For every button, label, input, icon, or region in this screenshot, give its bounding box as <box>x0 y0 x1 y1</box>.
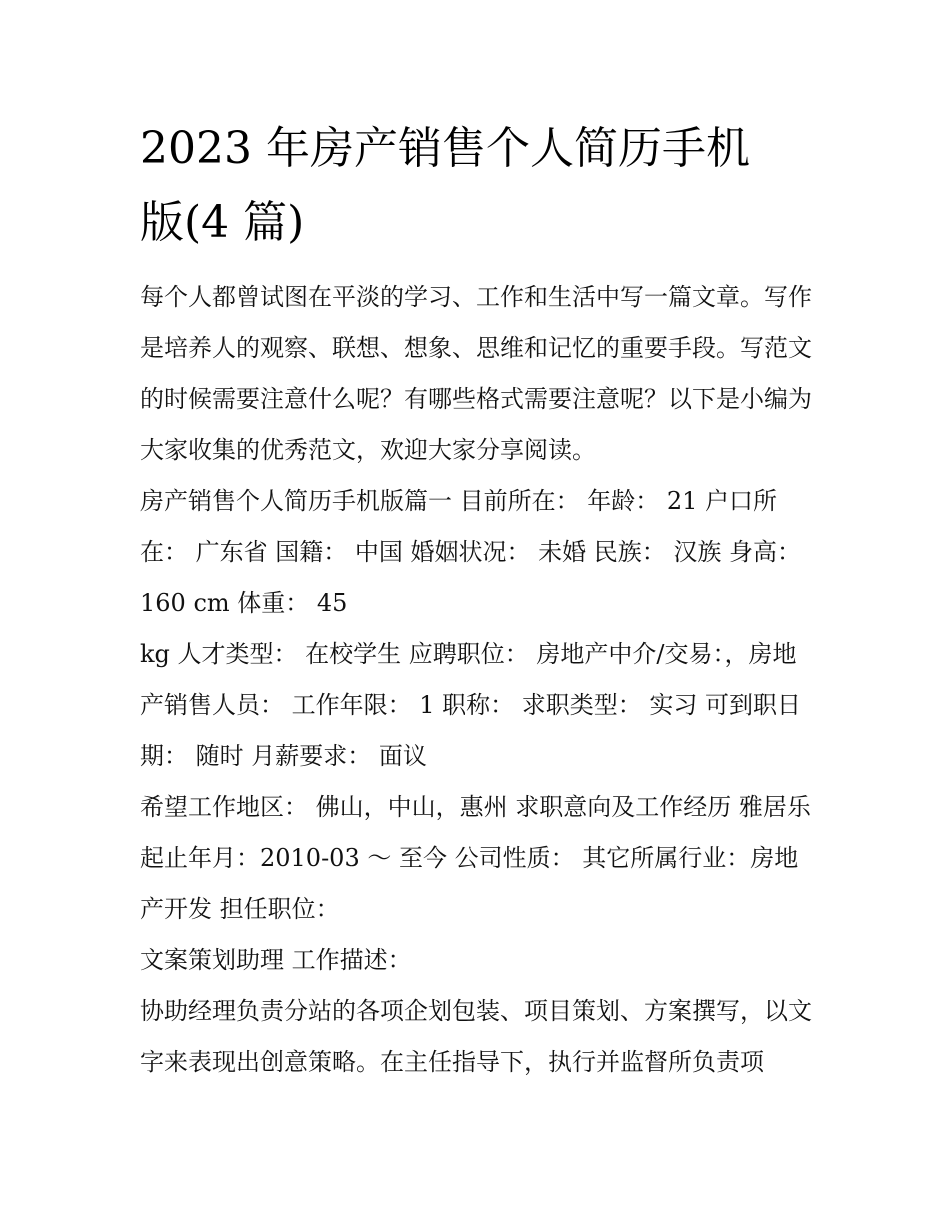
resume-position-title: 文案策划助理 工作描述： <box>140 946 412 974</box>
title-line-2: 版(4 篇) <box>140 197 305 248</box>
title-line-1: 2023 年房产销售个人简历手机 <box>140 123 750 174</box>
resume-job-preferences: kg 人才类型： 在校学生 应聘职位： 房地产中介/交易：，房地产销售人员： 工作年限： 1 职称： 求职类型： 实习 可到职日期： 随时 月薪要求： 面议 <box>140 640 802 770</box>
resume-work-experience: 希望工作地区： 佛山，中山，惠州 求职意向及工作经历 雅居乐 起止年月：2010-03 ～ 至今 公司性质： 其它所属行业：房地产开发 担任职位： <box>140 793 811 923</box>
document-page <box>140 112 812 1088</box>
resume-basic-info: 房产销售个人简历手机版篇一 目前所在： 年龄： 21 户口所在： 广东省 国籍： 中国 婚姻状况： 未婚 民族： 汉族 身高： 160 cm 体重： 45 <box>140 487 802 617</box>
resume-job-description: 协助经理负责分站的各项企划包装、项目策划、方案撰写，以文字来表现出创意策略。在主任指导下，执行并监督所负责项 <box>140 997 812 1076</box>
document-title <box>140 112 812 260</box>
intro-paragraph: 每个人都曾试图在平淡的学习、工作和生活中写一篇文章。写作是培养人的观察、联想、想象、思维和记忆的重要手段。写范文的时候需要注意什么呢？有哪些格式需要注意呢？以下是小编为大家收集的优秀范文，欢迎大家分享阅读。 <box>140 283 812 464</box>
